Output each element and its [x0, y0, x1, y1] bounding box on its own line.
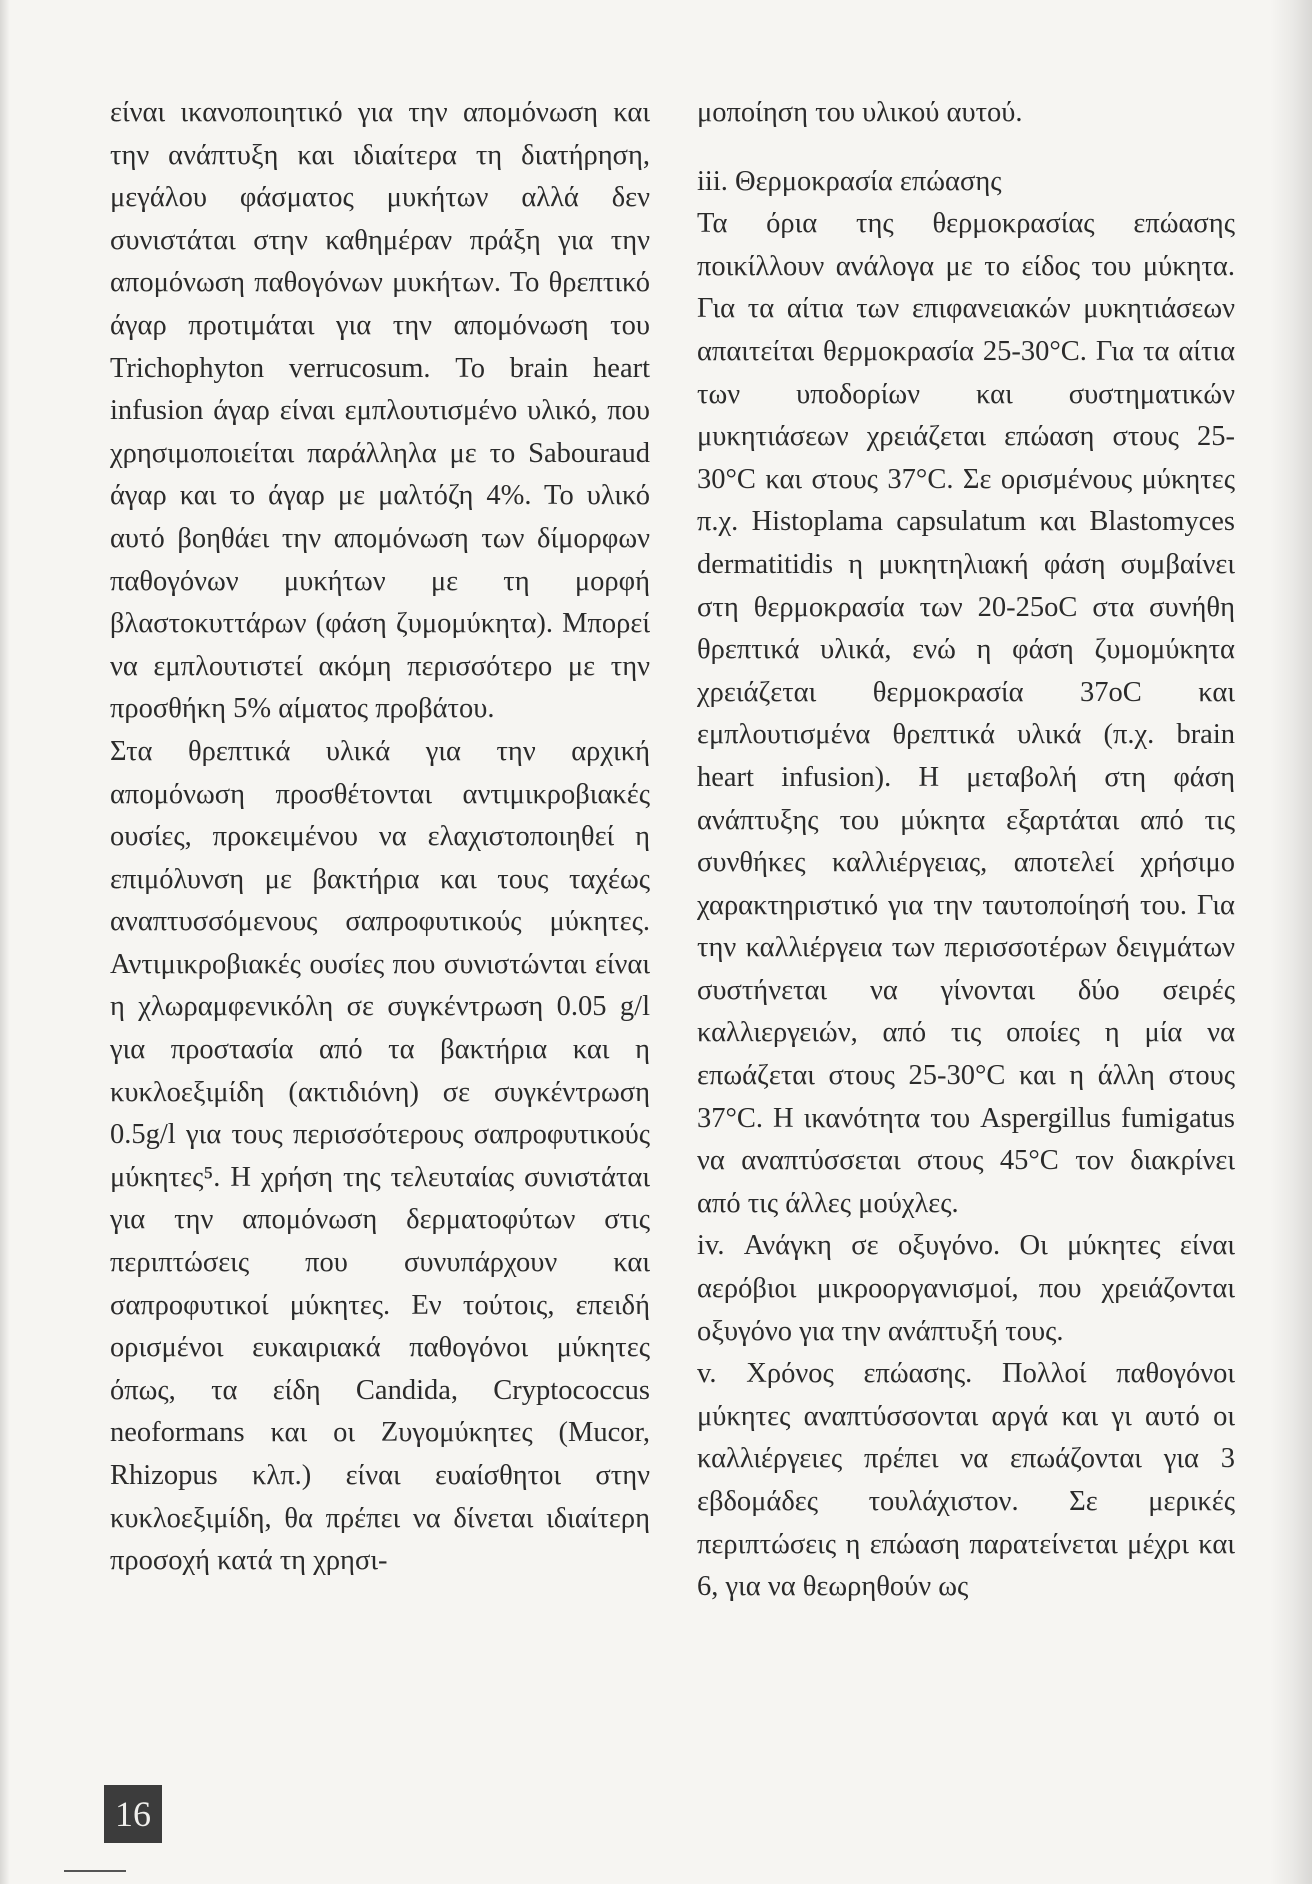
- left-text-column: [110, 92, 650, 1583]
- paragraph: Τα όρια της θερμοκρασίας επώασης ποικίλλουν ανάλογα με το είδος του μύκητα. Για τα αίτια των επιφανειακών μυκητιάσεων απαιτείται θερμοκρασία 25-30°C. Για τα αίτια των υποδορίων και συστηματικών μυκητιάσεων χρειάζεται επώαση στους 25-30°C και στους 37°C. Σε ορισμένους μύκητες π.χ. Histoplama capsulatum και Blastomyces dermatitidis η μυκητηλιακή φάση συμβαίνει στη θερμοκρασία των 20-25oC στα συνήθη θρεπτικά υλικά, ενώ η φάση ζυμομύκητα χρειάζεται θερμοκρασία 37oC και εμπλουτισμένα θρεπτικά υλικά (π.χ. brain heart infusion). Η μεταβολή στη φάση ανάπτυξης του μύκητα εξαρτάται από τις συνθήκες καλλιέργειας, αποτελεί χρήσιμο χαρακτηριστικό για την ταυτοποίησή του. Για την καλλιέργεια των περισσοτέρων δειγμάτων συστήνεται να γίνονται δύο σειρές καλλιεργειών, από τις οποίες η μία να επωάζεται στους 25-30°C και η άλλη στους 37°C. Η ικανότητα του Aspergillus fumigatus να αναπτύσσεται στους 45°C τον διακρίνει από τις άλλες μούχλες.: [697, 208, 1235, 1219]
- paragraph: Στα θρεπτικά υλικά για την αρχική απομόνωση προσθέτονται αντιμικροβιακές ουσίες, προκειμένου να ελαχιστοποιηθεί η επιμόλυνση με βακτήρια και τους ταχέως αναπτυσσόμενους σαπροφυτικούς μύκητες. Αντιμικροβιακές ουσίες που συνιστώνται είναι η χλωραμφενικόλη σε συγκέντρωση 0.05 g/l για προστασία από τα βακτήρια και η κυκλοεξιμίδη (ακτιδιόνη) σε συγκέντρωση 0.5g/l για τους περισσότερους σαπροφυτικούς μύκητες⁵. Η χρήση της τελευταίας συνιστάται για την απομόνωση δερματοφύτων στις περιπτώσεις που συνυπάρχουν και σαπροφυτικοί μύκητες. Εν τούτοις, επειδή ορισμένοι ευκαιριακά παθογόνοι μύκητες όπως, τα είδη Candida, Cryptococcus neoformans και οι Ζυγομύκητες (Mucor, Rhizopus κλπ.) είναι ευαίσθητοι στην κυκλοεξιμίδη, θα πρέπει να δίνεται ιδιαίτερη προσοχή κατά τη χρησι-: [110, 735, 650, 1577]
- paragraph: iv. Ανάγκη σε οξυγόνο. Οι μύκητες είναι αερόβιοι μικροοργανισμοί, που χρειάζονται οξυγόνο για την ανάπτυξή τους.: [697, 1230, 1235, 1347]
- paragraph: v. Χρόνος επώασης. Πολλοί παθογόνοι μύκητες αναπτύσσονται αργά και γι αυτό οι καλλιέργειες πρέπει να επωάζονται για 3 εβδομάδες τουλάχιστον. Σε μερικές περιπτώσεις η επώαση παρατείνεται μέχρι και 6, για να θεωρηθούν ως: [697, 1358, 1235, 1603]
- footer-rule: [64, 1870, 126, 1872]
- section-heading: iii. Θερμοκρασία επώασης: [697, 165, 1002, 197]
- page-edge-shadow: [0, 0, 10, 1884]
- paragraph: μοποίηση του υλικού αυτού.: [697, 97, 1023, 128]
- page-number: 16: [104, 1785, 162, 1843]
- right-text-column: [697, 92, 1235, 1609]
- binding-crease: [1270, 0, 1312, 1884]
- paragraph: είναι ικανοποιητικό για την απομόνωση και την ανάπτυξη και ιδιαίτερα τη διατήρηση, μεγάλου φάσματος μυκήτων αλλά δεν συνιστάται στην καθημέραν πράξη για την απομόνωση παθογόνων μυκήτων. Το θρεπτικό άγαρ προτιμάται για την απομόνωση του Trichophyton verrucosum. Το brain heart infusion άγαρ είναι εμπλουτισμένο υλικό, που χρησιμοποιείται παράλληλα με το Sabouraud άγαρ και το άγαρ με μαλτόζη 4%. Το υλικό αυτό βοηθάει την απομόνωση των δίμορφων παθογόνων μυκήτων με τη μορφή βλαστοκυττάρων (φάση ζυμομύκητα). Μπορεί να εμπλουτιστεί ακόμη περισσότερο με την προσθήκη 5% αίματος προβάτου.: [110, 97, 650, 725]
